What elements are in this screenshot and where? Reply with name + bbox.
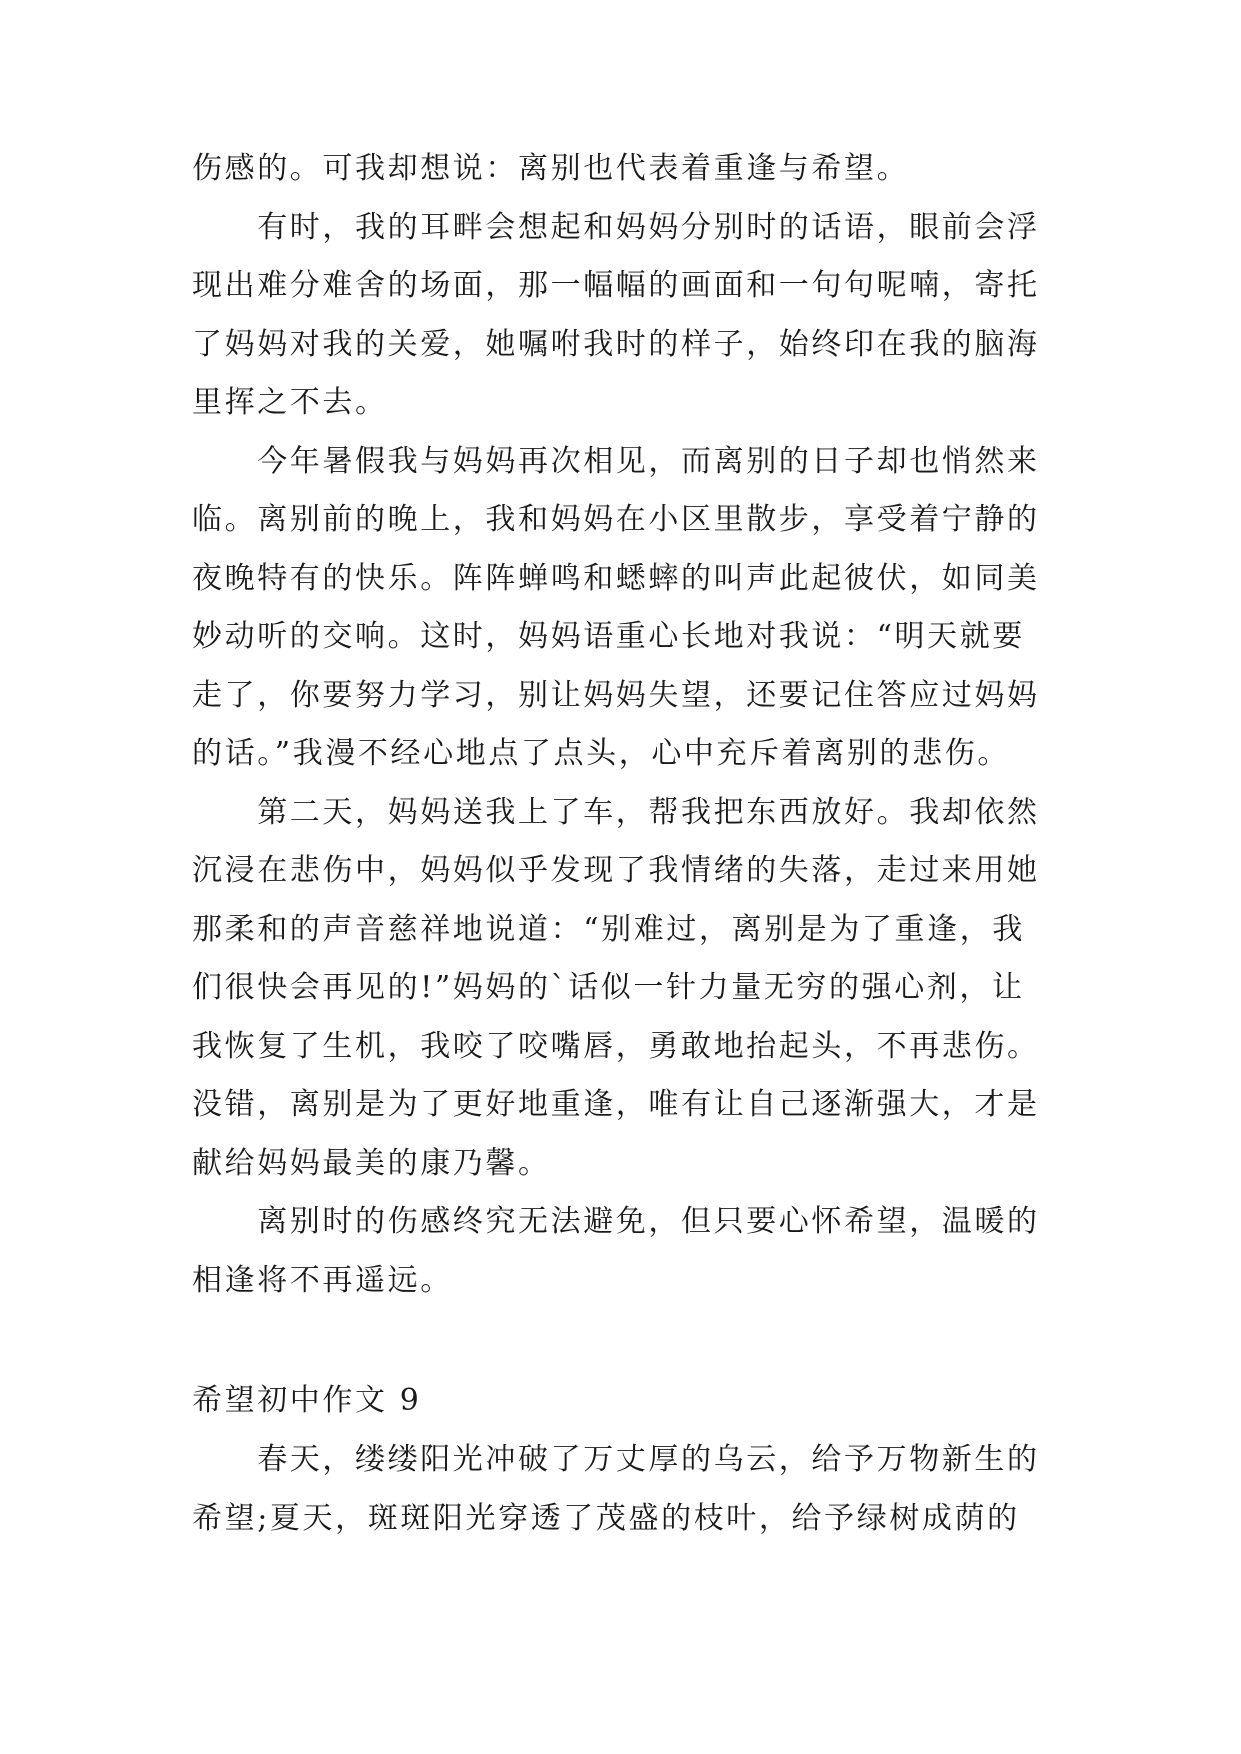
text-line: 希望;夏天，斑斑阳光穿透了茂盛的枝叶，给予绿树成荫的 xyxy=(192,1500,1020,1536)
text-line: 第二天，妈妈送我上了车，帮我把东西放好。我却依然 xyxy=(192,794,1040,830)
text-line: 妙动听的交响。这时，妈妈语重心长地对我说：“明天就要 xyxy=(192,619,1025,654)
text-line: 我恢复了生机，我咬了咬嘴唇，勇敢地抬起头，不再悲伤。 xyxy=(192,1028,1040,1064)
text-line: 春天，缕缕阳光冲破了万丈厚的乌云，给予万物新生的 xyxy=(192,1442,1040,1477)
text-line: 现出难分难舍的场面，那一幅幅的画面和一句句呢喃，寄托 xyxy=(192,268,1040,303)
text-line: 相逢将不再遥远。 xyxy=(192,1262,453,1298)
text-line: 里挥之不去。 xyxy=(192,385,388,420)
text-line: 沉浸在悲伤中，妈妈似乎发现了我情绪的失落，走过来用她 xyxy=(192,853,1040,888)
text-line: 了妈妈对我的关爱，她嘱咐我时的样子，始终印在我的脑海 xyxy=(192,326,1040,362)
text-line: 走了，你要努力学习，别让妈妈失望，还要记住答应过妈妈 xyxy=(192,677,1040,713)
essay-body-part1 xyxy=(192,140,1072,1310)
text-line: 没错，离别是为了更好地重逢，唯有让自己逐渐强大，才是 xyxy=(192,1087,1040,1122)
section-heading: 希望初中作文 9 xyxy=(192,1383,422,1418)
text-line: 们很快会再见的!”妈妈的`话似一针力量无穷的强心剂，让 xyxy=(192,970,1025,1005)
text-line: 有时，我的耳畔会想起和妈妈分别时的话语，眼前会浮 xyxy=(192,209,1040,245)
text-line: 夜晚特有的快乐。阵阵蝉鸣和蟋蟀的叫声此起彼伏，如同美 xyxy=(192,560,1040,596)
essay-body-part2 xyxy=(192,1431,1072,1548)
text-line: 今年暑假我与妈妈再次相见，而离别的日子却也悄然来 xyxy=(192,443,1040,479)
text-line: 临。离别前的晚上，我和妈妈在小区里散步，享受着宁静的 xyxy=(192,502,1040,537)
text-line: 那柔和的声音慈祥地说道：“别难过，离别是为了重逢，我 xyxy=(192,911,1025,947)
text-line: 离别时的伤感终究无法避免，但只要心怀希望，温暖的 xyxy=(192,1204,1040,1239)
text-line: 献给妈妈最美的康乃馨。 xyxy=(192,1145,551,1181)
text-line: 伤感的。可我却想说：离别也代表着重逢与希望。 xyxy=(192,151,910,186)
text-line: 的话。”我漫不经心地点了点头，心中充斥着离别的悲伤。 xyxy=(192,736,1010,771)
